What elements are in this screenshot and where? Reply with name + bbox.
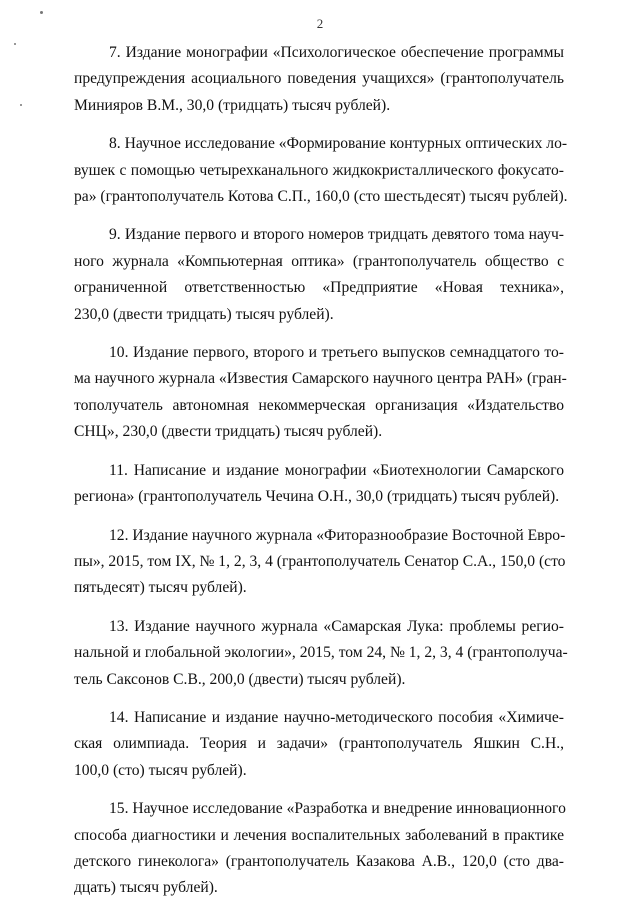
list-item-paragraph (74, 222, 564, 328)
text-line: СНЦ», 230,0 (двести тридцать) тысяч рублей). (74, 423, 383, 441)
text-line: вушек с помощью четырехканального жидкокристаллического фокусато- (74, 161, 564, 179)
text-line: ма научного журнала «Известия Самарского научного центра РАН» (гран- (74, 370, 567, 388)
scan-speck (20, 104, 22, 106)
text-line: тополучатель автономная некоммерческая организация «Издательство (74, 396, 564, 414)
list-item-paragraph (74, 796, 564, 902)
text-line: пы», 2015, том IX, № 1, 2, 3, 4 (грантополучатель Сенатор С.А., 150,0 (сто (74, 552, 566, 570)
text-line: ская олимпиада. Теория и задачи» (грантополучатель Яшкин С.Н., (74, 735, 564, 753)
text-line: дцать) тысяч рублей). (74, 879, 218, 897)
text-line: 230,0 (двести тридцать) тысяч рублей). (74, 305, 334, 323)
list-item-paragraph (74, 523, 564, 602)
list-item-paragraph (74, 340, 567, 446)
text-line: пятьдесят) тысяч рублей). (74, 579, 247, 597)
page-number: 2 (316, 16, 324, 31)
list-item-paragraph (74, 131, 568, 210)
text-line: детского гинеколога» (грантополучатель Казакова А.В., 120,0 (сто два- (74, 852, 564, 870)
text-line: 11. Написание и издание монографии «Биотехнологии Самарского (109, 461, 564, 479)
text-line: ного журнала «Компьютерная оптика» (грантополучатель общество с (74, 252, 564, 270)
text-line: 7. Издание монографии «Психологическое обеспечение программы (109, 44, 564, 61)
text-line: тель Саксонов С.В., 200,0 (двести) тысяч рублей). (74, 670, 406, 688)
text-line: способа диагностики и лечения воспалительных заболеваний в практике (74, 826, 564, 844)
list-item-paragraph (74, 705, 564, 784)
text-line: 10. Издание первого, второго и третьего выпусков семнадцатого то- (109, 344, 564, 362)
scan-speck (40, 11, 43, 14)
scan-speck (14, 43, 16, 45)
list-item-paragraph (74, 614, 568, 693)
text-line: 15. Научное исследование «Разработка и внедрение инновационного (109, 800, 566, 818)
list-item-paragraph (74, 458, 564, 511)
text-line: 8. Научное исследование «Формирование контурных оптических ло- (109, 135, 568, 153)
text-line: ра» (грантополучатель Котова С.П., 160,0 (сто шестьдесят) тысяч рублей). (74, 188, 568, 206)
list-item-paragraph (74, 40, 564, 119)
text-line: 9. Издание первого и второго номеров тридцать девятого тома науч- (109, 226, 564, 244)
text-line: Минияров В.М., 30,0 (тридцать) тысяч рублей). (74, 96, 391, 114)
text-line: ограниченной ответственностью «Предприятие «Новая техника», (74, 279, 564, 297)
text-line: 12. Издание научного журнала «Фиторазнообразие Восточной Евро- (109, 526, 566, 544)
text-line: нальной и глобальной экологии», 2015, том 24, № 1, 2, 3, 4 (грантополуча- (74, 644, 568, 662)
text-line: 13. Издание научного журнала «Самарская Лука: проблемы регио- (109, 617, 564, 635)
text-line: предупреждения асоциального поведения учащихся» (грантополучатель (74, 70, 564, 88)
text-line: 14. Написание и издание научно-методического пособия «Химиче- (109, 708, 564, 726)
text-line: региона» (грантополучатель Чечина О.Н., 30,0 (тридцать) тысяч рублей). (74, 488, 560, 506)
document-body (74, 40, 568, 914)
text-line: 100,0 (сто) тысяч рублей). (74, 761, 247, 779)
